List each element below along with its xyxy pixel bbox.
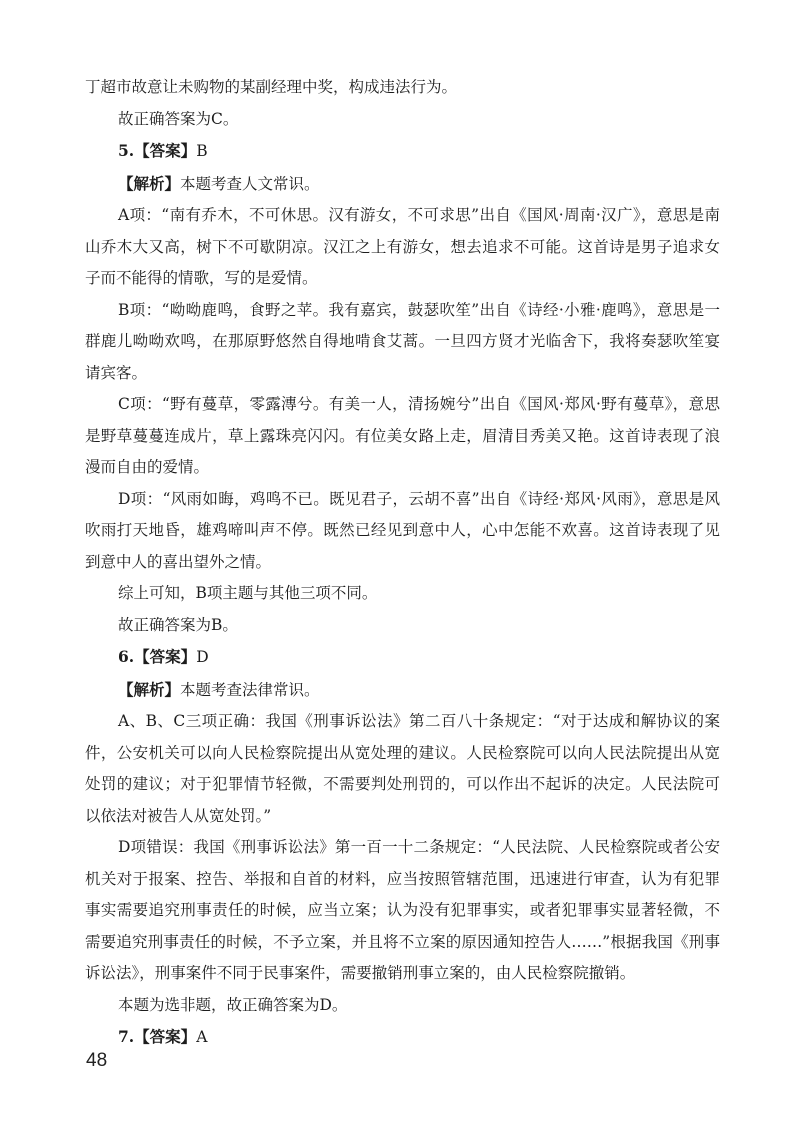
paragraph-answer-b: 故正确答案为B。 (118, 615, 238, 634)
question-6-answer (85, 641, 720, 674)
option-d-explanation: D项：“风雨如晦，鸡鸣不已。既见君子，云胡不喜”出自《诗经·郑风·风雨》，意思是风吹雨打天地昏，雄鸡啼叫声不停。既然已经见到意中人，心中怎能不欢喜。这首诗表现了见到意中人的喜出望外之情。 (85, 489, 720, 571)
analysis-topic: 本题考查法律常识。 (180, 680, 320, 699)
analysis-label: 【解析】 (118, 679, 181, 699)
option-b-explanation: B项：“呦呦鹿鸣，食野之苹。我有嘉宾，鼓瑟吹笙”出自《诗经·小雅·鹿鸣》，意思是一群鹿儿呦呦欢鸣，在那原野悠然自得地啃食艾蒿。一旦四方贤才光临舍下，我将奏瑟吹笙宴请宾客。 (85, 300, 720, 382)
answer-value: A (196, 1028, 208, 1046)
paragraph-continued-conclusion: 丁超市故意让未购物的某副经理中奖，构成违法行为。 (85, 78, 458, 96)
question-5-analysis-heading (85, 168, 720, 201)
paragraph-answer-d: 本题为选非题，故正确答案为D。 (118, 995, 348, 1014)
option-d-law-explanation: D项错误：我国《刑事诉讼法》第一百一十二条规定：“人民法院、人民检察院或者公安机关对于报案、控告、举报和自首的材料，应当按照管辖范围，迅速进行审查，认为有犯罪事实需要追究刑事责任的时候，应当立案；认为没有犯罪事实，或者犯罪事实显著轻微，不需要追究刑事责任的时候，不予立案，并且将不立案的原因通知控告人……”根据我国《刑事诉讼法》，刑事案件不同于民事案件，需要撤销刑事立案的，由人民检察院撤销。 (85, 838, 720, 982)
option-c-explanation: C项：“野有蔓草，零露漙兮。有美一人，清扬婉兮”出自《国风·郑风·野有蔓草》，意思是野草蔓蔓连成片，草上露珠亮闪闪。有位美女路上走，眉清目秀美又艳。这首诗表现了浪漫而自由的爱情。 (85, 395, 720, 476)
analysis-label: 【解析】 (118, 173, 181, 193)
page-number: 48 (86, 1050, 108, 1071)
analysis-topic: 本题考查人文常识。 (180, 174, 320, 193)
answer-label: 6.【答案】 (118, 647, 197, 666)
summary-paragraph: 综上可知，B项主题与其他三项不同。 (118, 584, 378, 602)
answer-label: 5.【答案】 (118, 141, 197, 160)
answer-value: D (196, 648, 209, 666)
paragraph-answer-c: 故正确答案为C。 (118, 109, 239, 128)
options-abc-explanation: A、B、C三项正确：我国《刑事诉讼法》第二百八十条规定：“对于达成和解协议的案件，公安机关可以向人民检察院提出从宽处理的建议。人民检察院可以向人民法院提出从宽处罚的建议；对于犯罪情节轻微，不需要判处刑罚的，可以作出不起诉的决定。人民法院可以依法对被告人从宽处罚。” (85, 712, 720, 825)
question-6-analysis-heading (85, 674, 720, 707)
option-a-explanation: A项：“南有乔木，不可休思。汉有游女，不可求思”出自《国风·周南·汉广》，意思是南山乔木大又高，树下不可歇阴凉。汉江之上有游女，想去追求不可能。这首诗是男子追求女子而不能得的情歌，写的是爱情。 (85, 206, 720, 287)
page-body (85, 72, 720, 1054)
answer-value: B (196, 142, 208, 160)
question-5-answer (85, 135, 720, 168)
question-7-answer (85, 1021, 720, 1054)
answer-label: 7.【答案】 (118, 1027, 197, 1046)
